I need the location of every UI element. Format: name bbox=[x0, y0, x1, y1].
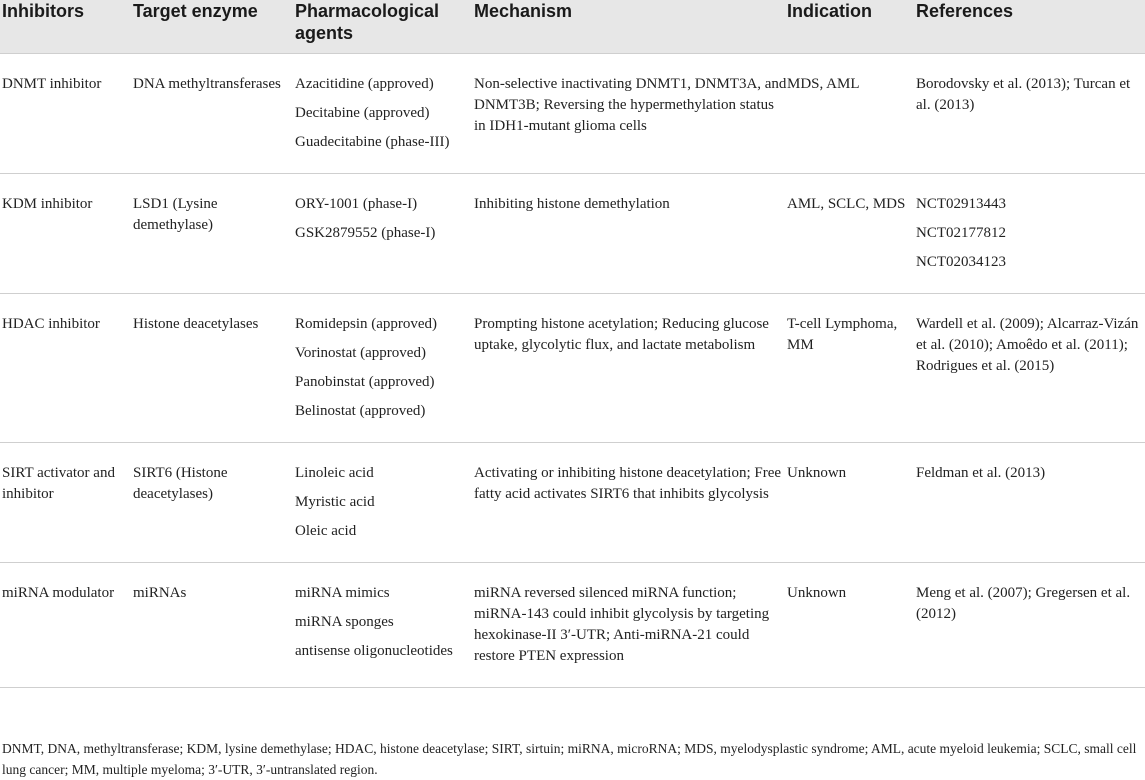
reference-item: Meng et al. (2007); Gregersen et al. (2012) bbox=[916, 585, 1131, 622]
agent-item: Panobinstat (approved) bbox=[295, 374, 435, 390]
cell-target-enzyme bbox=[133, 563, 295, 688]
cell-indication bbox=[787, 174, 916, 294]
header-indication: Indication bbox=[787, 1, 872, 21]
cell-indication-text: Unknown bbox=[787, 585, 847, 601]
cell-target-enzyme bbox=[133, 443, 295, 563]
cell-agents bbox=[295, 294, 474, 443]
reference-item: Wardell et al. (2009); Alcarraz-Vizán et al. (2010); Amoêdo et al. (2011); Rodrigues et al. (2015) bbox=[916, 316, 1139, 374]
agent-item: Linoleic acid bbox=[295, 465, 374, 481]
cell-inhibitor bbox=[0, 443, 133, 563]
cell-target-enzyme-text: Histone deacetylases bbox=[133, 316, 259, 332]
cell-references bbox=[916, 174, 1145, 294]
cell-mechanism bbox=[474, 54, 787, 174]
table-row bbox=[0, 174, 1145, 294]
table-row bbox=[0, 54, 1145, 174]
cell-target-enzyme-text: LSD1 (Lysine demethylase) bbox=[133, 196, 218, 233]
cell-indication bbox=[787, 563, 916, 688]
agent-item: Myristic acid bbox=[295, 494, 375, 510]
header-references: References bbox=[916, 1, 1014, 21]
cell-references bbox=[916, 443, 1145, 563]
cell-indication bbox=[787, 54, 916, 174]
cell-indication bbox=[787, 294, 916, 443]
cell-target-enzyme bbox=[133, 54, 295, 174]
cell-indication-text: MDS, AML bbox=[787, 76, 860, 92]
cell-mechanism bbox=[474, 563, 787, 688]
cell-inhibitor-text: SIRT activator and inhibitor bbox=[2, 465, 115, 502]
cell-target-enzyme bbox=[133, 294, 295, 443]
cell-target-enzyme-text: SIRT6 (Histone deacetylases) bbox=[133, 465, 228, 502]
cell-inhibitor bbox=[0, 563, 133, 688]
reference-item: NCT02034123 bbox=[916, 254, 1006, 270]
cell-mechanism-text: Prompting histone acetylation; Reducing glucose uptake, glycolytic flux, and lactate metabolism bbox=[474, 316, 769, 353]
cell-target-enzyme-text: DNA methyltransferases bbox=[133, 76, 281, 92]
cell-inhibitor bbox=[0, 54, 133, 174]
cell-indication-text: T-cell Lymphoma, MM bbox=[787, 316, 898, 353]
header-target-enzyme: Target enzyme bbox=[133, 1, 258, 21]
cell-indication bbox=[787, 443, 916, 563]
cell-target-enzyme bbox=[133, 174, 295, 294]
agent-item: Decitabine (approved) bbox=[295, 105, 430, 121]
reference-item: NCT02913443 bbox=[916, 196, 1006, 212]
header-mechanism: Mechanism bbox=[474, 1, 573, 21]
cell-mechanism bbox=[474, 443, 787, 563]
header-pharmacological-agents: Pharmacological agents bbox=[295, 1, 440, 43]
cell-mechanism-text: Inhibiting histone demethylation bbox=[474, 196, 670, 212]
header-inhibitors: Inhibitors bbox=[2, 1, 84, 21]
cell-agents bbox=[295, 443, 474, 563]
cell-agents bbox=[295, 174, 474, 294]
agent-item: Azacitidine (approved) bbox=[295, 76, 434, 92]
cell-indication-text: AML, SCLC, MDS bbox=[787, 196, 906, 212]
table-row bbox=[0, 443, 1145, 563]
agent-item: miRNA sponges bbox=[295, 614, 394, 630]
agent-item: Romidepsin (approved) bbox=[295, 316, 438, 332]
cell-references bbox=[916, 563, 1145, 688]
agent-item: miRNA mimics bbox=[295, 585, 390, 601]
table-row bbox=[0, 294, 1145, 443]
table-row bbox=[0, 563, 1145, 688]
cell-mechanism-text: miRNA reversed silenced miRNA function; miRNA-143 could inhibit glycolysis by targeting hexokinase-II 3′-UTR; Anti-miRNA-21 could restore PTEN expression bbox=[474, 585, 770, 664]
cell-indication-text: Unknown bbox=[787, 465, 847, 481]
agent-item: Guadecitabine (phase-III) bbox=[295, 134, 450, 150]
agent-item: Vorinostat (approved) bbox=[295, 345, 426, 361]
cell-inhibitor-text: DNMT inhibitor bbox=[2, 76, 102, 92]
cell-inhibitor-text: KDM inhibitor bbox=[2, 196, 93, 212]
cell-inhibitor-text: HDAC inhibitor bbox=[2, 316, 100, 332]
cell-mechanism bbox=[474, 294, 787, 443]
cell-agents bbox=[295, 54, 474, 174]
reference-item: Feldman et al. (2013) bbox=[916, 465, 1046, 481]
cell-references bbox=[916, 54, 1145, 174]
cell-mechanism bbox=[474, 174, 787, 294]
cell-inhibitor-text: miRNA modulator bbox=[2, 585, 115, 601]
cell-mechanism-text: Non-selective inactivating DNMT1, DNMT3A, and DNMT3B; Reversing the hypermethylation status in IDH1-mutant glioma cells bbox=[474, 76, 787, 134]
agent-item: Oleic acid bbox=[295, 523, 357, 539]
agent-item: antisense oligonucleotides bbox=[295, 643, 453, 659]
reference-item: Borodovsky et al. (2013); Turcan et al. (2013) bbox=[916, 76, 1131, 113]
table-footnote: DNMT, DNA, methyltransferase; KDM, lysine demethylase; HDAC, histone deacetylase; SIRT, sirtuin; miRNA, microRNA; MDS, myelodysplastic syndrome; AML, acute myeloid leukemia; SCLC, small cell lung cancer; MM, multiple myeloma; 3′-UTR, 3′-untranslated region. bbox=[2, 741, 1137, 777]
agent-item: Belinostat (approved) bbox=[295, 403, 426, 419]
agent-item: GSK2879552 (phase-I) bbox=[295, 225, 436, 241]
cell-agents bbox=[295, 563, 474, 688]
cell-mechanism-text: Activating or inhibiting histone deacetylation; Free fatty acid activates SIRT6 that inhibits glycolysis bbox=[474, 465, 782, 502]
cell-references bbox=[916, 294, 1145, 443]
table-header-row bbox=[0, 0, 1145, 54]
cell-inhibitor bbox=[0, 294, 133, 443]
agent-item: ORY-1001 (phase-I) bbox=[295, 196, 418, 212]
cell-target-enzyme-text: miRNAs bbox=[133, 585, 187, 601]
cell-inhibitor bbox=[0, 174, 133, 294]
reference-item: NCT02177812 bbox=[916, 225, 1006, 241]
